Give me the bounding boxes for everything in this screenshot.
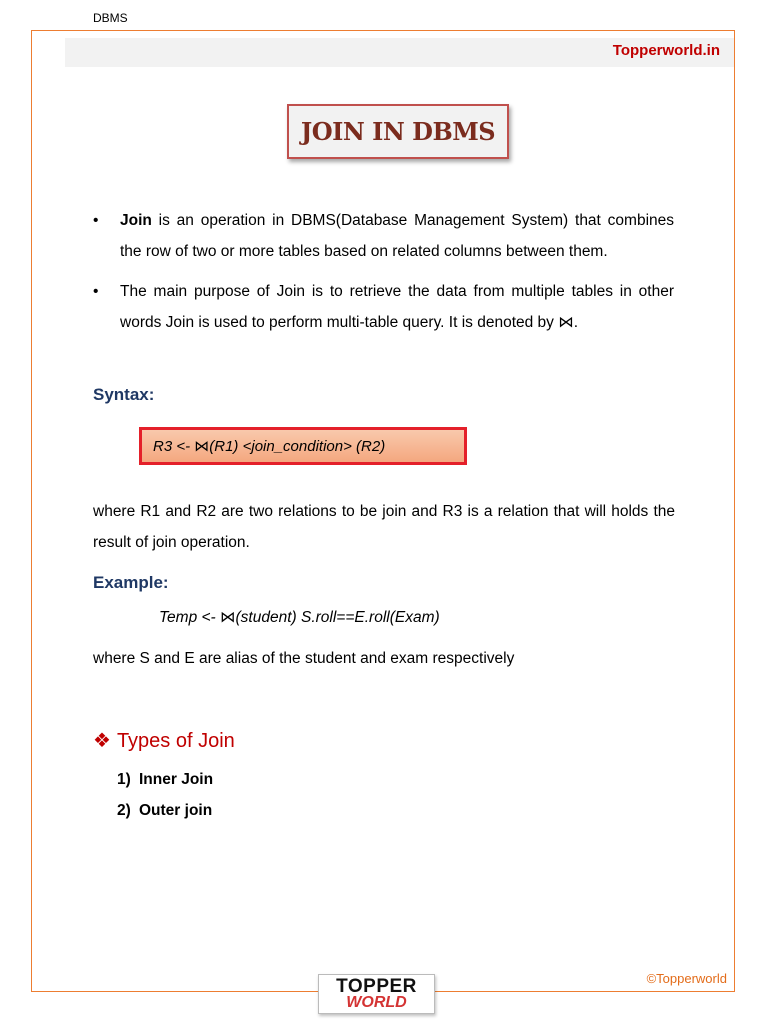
example-expression: Temp <- ⋈(student) S.roll==E.roll(Exam)	[159, 609, 440, 626]
page-title: JOIN IN DBMS	[300, 117, 496, 146]
list-item-text: The main purpose of Join is to retrieve the data from multiple tables in other words Join is used to perform multi-table query. It is denoted by ⋈.	[120, 283, 674, 331]
site-name-link[interactable]: Topperworld.in	[612, 42, 720, 59]
syntax-explanation: where R1 and R2 are two relations to be join and R3 is a relation that will holds the result of join operation.	[93, 503, 675, 551]
title-box	[287, 104, 509, 159]
definition-list	[93, 205, 674, 347]
list-item-text: is an operation in DBMS(Database Management System) that combines the row of two or more tables based on related columns between them.	[120, 212, 674, 260]
list-item	[93, 276, 674, 338]
running-head: DBMS	[93, 11, 128, 25]
example-explanation: where S and E are alias of the student and exam respectively	[93, 650, 515, 667]
copyright-text: ©Topperworld	[646, 971, 727, 986]
types-heading	[93, 728, 235, 753]
list-item	[117, 795, 213, 826]
types-heading-text: Types of Join	[116, 730, 235, 752]
topperworld-logo	[318, 974, 435, 1014]
syntax-box	[139, 427, 467, 465]
list-item	[117, 764, 213, 795]
types-list	[117, 764, 213, 826]
item-label: Outer join	[139, 802, 213, 819]
logo-top-text: TOPPER	[336, 976, 417, 997]
item-label: Inner Join	[139, 771, 214, 788]
example-heading: Example:	[93, 573, 169, 592]
item-number: 1)	[117, 771, 131, 788]
item-number: 2)	[117, 802, 131, 819]
syntax-heading: Syntax:	[93, 385, 155, 404]
syntax-expression: R3 <- ⋈(R1) <join_condition> (R2)	[153, 438, 386, 455]
list-item	[93, 205, 674, 267]
term: Join	[120, 212, 152, 229]
diamond-bullet-icon: ❖	[93, 730, 111, 752]
logo-bottom-text: WORLD	[346, 994, 407, 1011]
bullet-icon: •	[93, 283, 99, 300]
bullet-icon: •	[93, 212, 99, 229]
